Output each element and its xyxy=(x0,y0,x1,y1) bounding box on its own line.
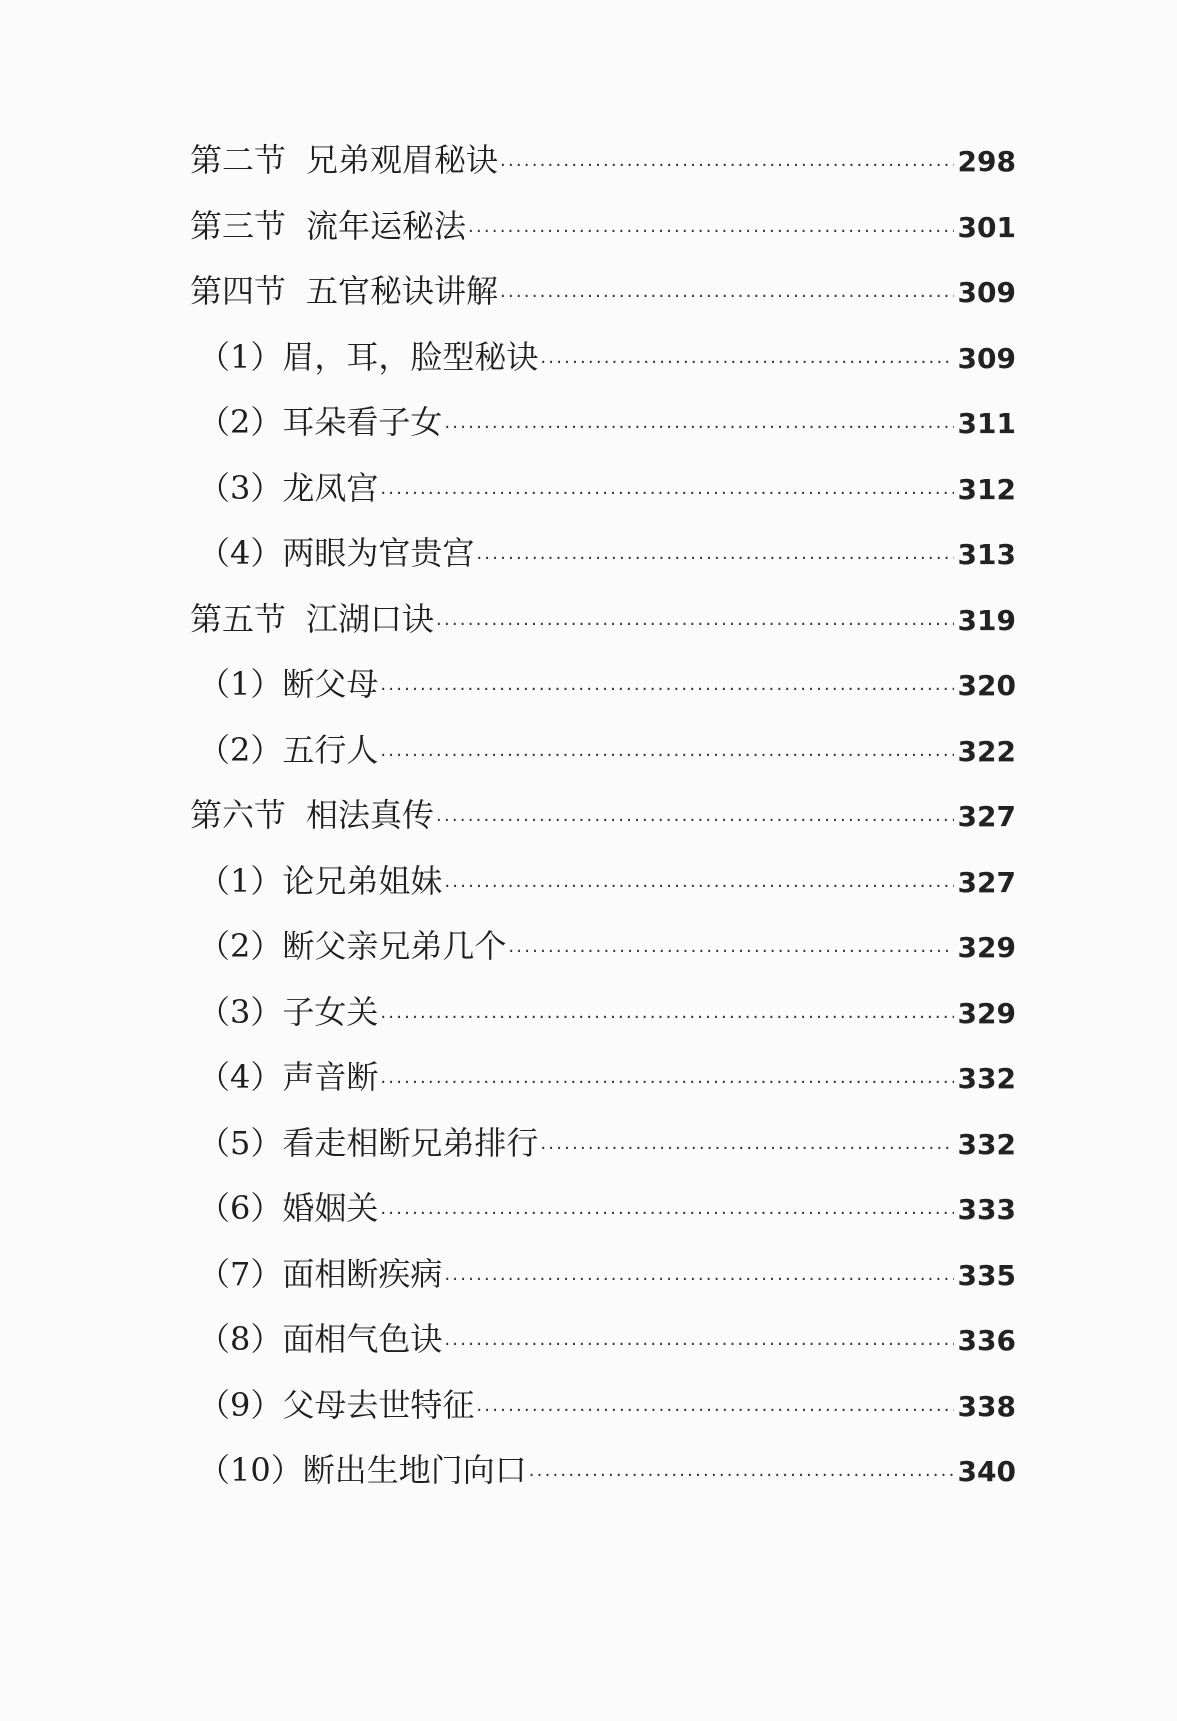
toc-subsection-entry[interactable] xyxy=(190,325,1016,391)
entry-title xyxy=(190,1307,442,1373)
entry-title xyxy=(190,194,466,260)
toc-subsection-entry[interactable] xyxy=(190,456,1016,522)
toc-subsection-entry[interactable] xyxy=(190,1111,1016,1177)
dot-leader xyxy=(380,985,953,1051)
item-number: （6） xyxy=(198,1189,283,1227)
page-number: 313 xyxy=(957,538,1016,571)
item-number: （10） xyxy=(198,1451,303,1489)
entry-title xyxy=(190,587,434,653)
page-number: 335 xyxy=(957,1258,1016,1292)
dot-leader xyxy=(476,526,953,592)
entry-text: 眉，耳，脸型秘诀 xyxy=(282,337,539,376)
page-number: 309 xyxy=(957,276,1016,309)
toc-subsection-entry[interactable] xyxy=(190,390,1016,456)
entry-title xyxy=(190,456,378,522)
item-number: （3） xyxy=(198,468,283,507)
entry-title xyxy=(190,652,378,718)
page-number: 338 xyxy=(957,1389,1016,1423)
entry-text: 面相气色诀 xyxy=(282,1320,443,1358)
entry-title xyxy=(190,718,378,784)
entry-text: 断出生地门向口 xyxy=(302,1451,527,1489)
entry-text: 面相断疾病 xyxy=(282,1254,443,1293)
entry-text: 流年运秘法 xyxy=(306,206,467,245)
entry-text: 五官秘诀讲解 xyxy=(306,272,499,310)
toc-subsection-entry[interactable] xyxy=(190,1176,1016,1242)
entry-title xyxy=(190,390,442,456)
page-number: 309 xyxy=(957,341,1016,375)
item-number: （1） xyxy=(198,861,283,900)
page-number: 329 xyxy=(957,996,1016,1030)
item-number: （1） xyxy=(198,337,283,376)
page-number: 332 xyxy=(957,1062,1016,1095)
entry-title xyxy=(190,259,498,325)
entry-text: 耳朵看子女 xyxy=(282,403,443,441)
entry-text: 声音断 xyxy=(282,1058,379,1096)
entry-title xyxy=(190,849,442,915)
page-number: 319 xyxy=(957,603,1016,637)
dot-leader xyxy=(508,919,953,985)
page-number: 312 xyxy=(957,472,1016,506)
item-number: （5） xyxy=(198,1123,283,1162)
page-number: 327 xyxy=(957,865,1016,899)
item-number: （4） xyxy=(198,534,283,572)
item-number: （8） xyxy=(198,1320,283,1358)
entry-title xyxy=(190,914,506,980)
toc-section-entry[interactable] xyxy=(190,128,1016,194)
toc-subsection-entry[interactable] xyxy=(190,914,1016,980)
entry-title xyxy=(190,783,434,849)
dot-leader xyxy=(540,330,953,396)
dot-leader xyxy=(436,788,954,854)
toc-subsection-entry[interactable] xyxy=(190,849,1016,915)
entry-text: 婚姻关 xyxy=(282,1189,379,1227)
entry-text: 断父亲兄弟几个 xyxy=(282,927,507,965)
dot-leader xyxy=(468,199,954,265)
item-number: （7） xyxy=(198,1254,283,1293)
item-number: （3） xyxy=(198,992,283,1031)
item-number: （2） xyxy=(198,927,283,965)
page-number: 322 xyxy=(957,734,1016,768)
dot-leader xyxy=(436,592,954,658)
section-number: 第三节 xyxy=(190,206,287,245)
entry-text: 论兄弟姐妹 xyxy=(282,861,443,900)
dot-leader xyxy=(444,395,953,461)
entry-title xyxy=(190,1176,378,1242)
toc-subsection-entry[interactable] xyxy=(190,1373,1016,1439)
page-number: 298 xyxy=(957,145,1016,178)
dot-leader xyxy=(380,657,953,723)
entry-text: 江湖口诀 xyxy=(306,599,435,638)
toc-subsection-entry[interactable] xyxy=(190,980,1016,1046)
entry-title xyxy=(190,1438,527,1504)
entry-title xyxy=(190,1373,474,1439)
dot-leader xyxy=(380,1050,953,1116)
entry-title xyxy=(190,128,498,194)
page-number: 320 xyxy=(957,669,1016,702)
entry-text: 五行人 xyxy=(282,730,379,769)
dot-leader xyxy=(380,723,953,789)
toc-subsection-entry[interactable] xyxy=(190,718,1016,784)
item-number: （2） xyxy=(198,730,283,769)
toc-subsection-entry[interactable] xyxy=(190,521,1016,587)
section-number: 第四节 xyxy=(190,272,287,310)
entry-title xyxy=(190,1111,538,1177)
dot-leader xyxy=(380,1181,953,1247)
section-number: 第六节 xyxy=(190,796,287,834)
entry-text: 两眼为官贵宫 xyxy=(282,534,475,572)
toc-section-entry[interactable] xyxy=(190,587,1016,653)
dot-leader xyxy=(529,1443,954,1509)
page-number: 327 xyxy=(957,800,1016,833)
toc-section-entry[interactable] xyxy=(190,194,1016,260)
dot-leader xyxy=(380,461,953,527)
toc-subsection-entry[interactable] xyxy=(190,1242,1016,1308)
entry-title xyxy=(190,325,538,391)
dot-leader xyxy=(476,1378,953,1444)
entry-title xyxy=(190,980,378,1046)
toc-section-entry[interactable] xyxy=(190,259,1016,325)
toc-subsection-entry[interactable] xyxy=(190,1045,1016,1111)
section-number: 第二节 xyxy=(190,141,287,179)
dot-leader xyxy=(500,133,954,199)
section-number: 第五节 xyxy=(190,599,287,638)
dot-leader xyxy=(540,1116,953,1182)
item-number: （9） xyxy=(198,1385,283,1424)
dot-leader xyxy=(444,1247,953,1313)
page-number: 340 xyxy=(957,1455,1016,1488)
page-number: 332 xyxy=(957,1127,1016,1161)
dot-leader xyxy=(500,264,954,330)
toc-subsection-entry[interactable] xyxy=(190,1438,1016,1504)
entry-text: 子女关 xyxy=(282,992,379,1031)
entry-title xyxy=(190,1045,378,1111)
page-number: 329 xyxy=(957,931,1016,964)
item-number: （1） xyxy=(198,665,283,703)
entry-title xyxy=(190,1242,442,1308)
toc-subsection-entry[interactable] xyxy=(190,1307,1016,1373)
entry-text: 龙凤宫 xyxy=(282,468,379,507)
dot-leader xyxy=(444,854,953,920)
page-number: 301 xyxy=(957,210,1016,244)
toc-section-entry[interactable] xyxy=(190,783,1016,849)
entry-text: 相法真传 xyxy=(306,796,435,834)
page-number: 333 xyxy=(957,1193,1016,1226)
dot-leader xyxy=(444,1312,953,1378)
toc-subsection-entry[interactable] xyxy=(190,652,1016,718)
entry-text: 兄弟观眉秘诀 xyxy=(306,141,499,179)
table-of-contents xyxy=(190,128,1016,1504)
item-number: （4） xyxy=(198,1058,283,1096)
entry-text: 断父母 xyxy=(282,665,379,703)
entry-title xyxy=(190,521,474,587)
page-number: 336 xyxy=(957,1324,1016,1357)
item-number: （2） xyxy=(198,403,283,441)
entry-text: 父母去世特征 xyxy=(282,1385,475,1424)
page-number: 311 xyxy=(957,407,1016,440)
entry-text: 看走相断兄弟排行 xyxy=(282,1123,539,1162)
